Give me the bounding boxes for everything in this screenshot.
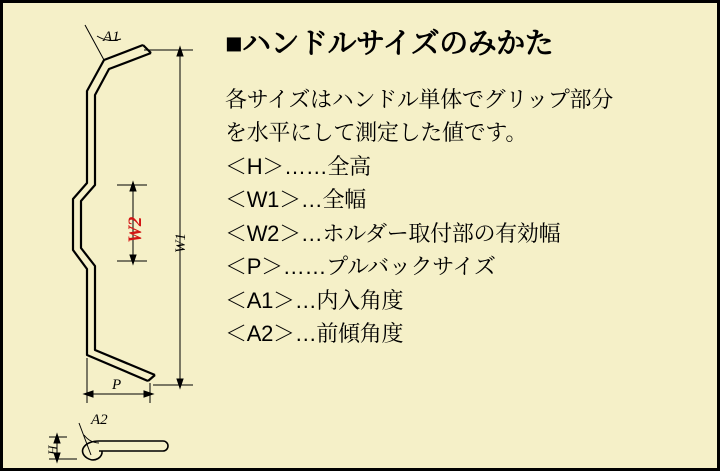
description-line: 各サイズはハンドル単体でグリップ部分 xyxy=(225,86,613,112)
legend-item-a2: ＜A2＞…前傾角度 xyxy=(225,320,404,346)
label-h: H xyxy=(45,445,60,455)
legend-item-h: ＜H＞……全高 xyxy=(225,153,371,179)
text-column xyxy=(225,29,695,350)
label-p: P xyxy=(112,377,122,393)
top-view-drawing xyxy=(49,423,168,462)
handlebar-drawing xyxy=(3,3,225,471)
handlebar-diagram xyxy=(3,3,225,471)
legend-item-w2: ＜W2＞…ホルダー取付部の有効幅 xyxy=(225,220,561,246)
legend-item-p: ＜P＞……プルバックサイズ xyxy=(225,254,496,280)
handlebar-shape xyxy=(73,45,155,381)
description-block xyxy=(225,83,695,351)
legend-item-w1: ＜W1＞…全幅 xyxy=(225,187,366,213)
label-w1: W1 xyxy=(173,233,189,253)
legend-item-a1: ＜A1＞…内入角度 xyxy=(225,287,404,313)
label-a2: A2 xyxy=(91,412,108,428)
label-w2: W2 xyxy=(125,216,146,243)
description-line: を水平にして測定した値です。 xyxy=(225,120,528,146)
w1-dimension xyxy=(144,47,193,388)
page-title: ■ハンドルサイズのみかた xyxy=(225,28,554,60)
label-a1: A1 xyxy=(103,29,120,45)
